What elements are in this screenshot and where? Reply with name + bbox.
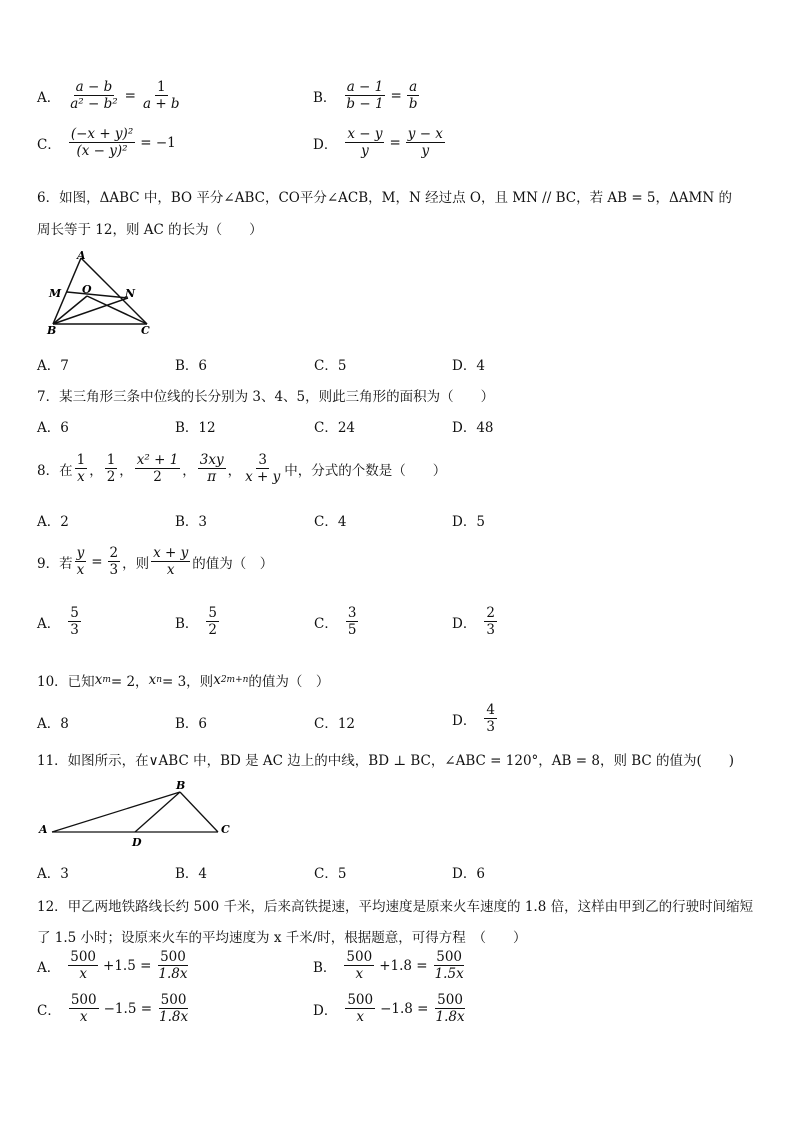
q5-option-b[interactable]: B． $\frac{a - 1}{b - 1}$ = $\frac{a}{b}$ xyxy=(313,79,418,113)
q9-option-b[interactable]: B． $\frac{5}{2}$ xyxy=(175,605,218,639)
q12-option-b[interactable]: B． $\frac{500}{x}$ +1.8 = $\frac{500}{1.5x}$ xyxy=(313,949,464,983)
q10-option-b[interactable]: B．6 xyxy=(175,716,208,732)
q11-option-a[interactable]: A．3 xyxy=(37,866,69,882)
fraction: $\frac{5}{2}$ xyxy=(208,605,218,639)
fraction: $\frac{3}{5}$ xyxy=(347,605,357,639)
fraction: $\frac{\text{x² + 1}}{2}$ xyxy=(136,452,179,486)
fraction: $\frac{y}{x}$ xyxy=(76,545,85,579)
fraction: $\frac{500}{1.8x}$ xyxy=(435,992,465,1026)
q6-option-a[interactable]: A．7 xyxy=(37,358,69,374)
q5-option-d[interactable]: D． $\frac{x - y}{y}$ = $\frac{y - x}{y}$ xyxy=(313,126,443,160)
fraction: $\frac{500}{1.5x}$ xyxy=(434,949,464,983)
fraction: $\frac{a - 1}{b - 1}$ xyxy=(346,79,384,113)
fraction: $\frac{x + y}{x}$ xyxy=(153,545,189,579)
q11-option-d[interactable]: D．6 xyxy=(452,866,485,882)
q7-option-d[interactable]: D．48 xyxy=(452,420,494,436)
question-10: 10．已知 x m = 2， x n = 3，则 x 2m+n 的值为（ ） xyxy=(37,672,330,690)
triangle-figure-q11 xyxy=(36,778,236,848)
q7-option-a[interactable]: A．6 xyxy=(37,420,69,436)
fraction: $\frac{5}{3}$ xyxy=(70,605,79,639)
fraction: $\frac{2}{3}$ xyxy=(109,545,119,579)
fraction: $\frac{500}{x}$ xyxy=(70,992,97,1026)
q8-option-b[interactable]: B．3 xyxy=(175,514,208,530)
vertex-label-c: C xyxy=(221,823,230,836)
q6-option-b[interactable]: B．6 xyxy=(175,358,208,374)
fraction: $\frac{500}{x}$ xyxy=(347,992,374,1026)
question-12-line-2: 了 1.5 小时；设原来火车的平均速度为 x 千米/时，根据题意，可得方程 （ ） xyxy=(37,930,527,946)
vertex-label-c: C xyxy=(141,324,150,335)
q5-option-a[interactable]: A． $\frac{a - b}{\text{a² − b²}}$ = $\frac{1}{a + b}$ xyxy=(37,79,180,113)
vertex-label-d: D xyxy=(132,836,142,848)
q10-option-c[interactable]: C．12 xyxy=(314,716,356,732)
fraction: $\frac{1}{a + b}$ xyxy=(142,79,180,113)
fraction: $\frac{500}{x}$ xyxy=(346,949,373,983)
q6-option-d[interactable]: D．4 xyxy=(452,358,485,374)
fraction: $\frac{1}{2}$ xyxy=(106,452,116,486)
q7-option-c[interactable]: C．24 xyxy=(314,420,356,436)
question-7: 7．某三角形三条中位线的长分别为 3、4、5，则此三角形的面积为（ ） xyxy=(37,389,495,405)
q10-option-d[interactable]: D． $\frac{4}{3}$ xyxy=(452,702,495,736)
fraction: $\frac{500}{1.8x}$ xyxy=(159,992,189,1026)
fraction: $\frac{2}{3}$ xyxy=(486,605,495,639)
question-6-line-2: 周长等于 12，则 AC 的长为（ ） xyxy=(37,222,263,238)
vertex-label-a: A xyxy=(39,823,48,836)
fraction: $\frac{500}{1.8x}$ xyxy=(158,949,188,983)
q5-option-c[interactable]: C． $\frac{\text{(−x + y)²}}{\text{(x − y)²}}$ = −1 xyxy=(37,126,176,160)
vertex-label-o: O xyxy=(82,283,92,296)
fraction: $\frac{x - y}{y}$ xyxy=(347,126,383,160)
fraction: $\frac{\text{(−x + y)²}}{\text{(x − y)²}}$ xyxy=(70,126,134,160)
q8-option-a[interactable]: A．2 xyxy=(37,514,69,530)
question-8: 8．在 $\frac{1}{x}$ ， $\frac{1}{2}$ ， $\frac{\text{x² + 1}}{2}$ ， $\frac{3xy}{\pi}$ ， $\frac{3}{x + y}$ 中，分式的个数是（ ） xyxy=(37,452,447,486)
q9-option-c[interactable]: C． $\frac{3}{5}$ xyxy=(314,605,357,639)
triangle-figure-q6 xyxy=(45,250,160,335)
q12-option-a[interactable]: A． $\frac{500}{x}$ +1.5 = $\frac{500}{1.8x}$ xyxy=(37,949,188,983)
question-11: 11．如图所示，在∨ABC 中，BD 是 AC 边上的中线，BD ⊥ BC，∠ABC = 120°，AB = 8，则 BC 的值为( ) xyxy=(37,753,735,769)
fraction: $\frac{1}{x}$ xyxy=(76,452,86,486)
q12-option-d[interactable]: D． $\frac{500}{x}$ −1.8 = $\frac{500}{1.8x}$ xyxy=(313,992,465,1026)
q11-option-b[interactable]: B．4 xyxy=(175,866,208,882)
q9-option-a[interactable]: A． $\frac{5}{3}$ xyxy=(37,605,79,639)
q11-option-c[interactable]: C．5 xyxy=(314,866,347,882)
vertex-label-n: N xyxy=(125,287,136,300)
fraction: $\frac{a}{b}$ xyxy=(408,79,418,113)
q7-option-b[interactable]: B．12 xyxy=(175,420,216,436)
fraction: $\frac{y - x}{y}$ xyxy=(407,126,443,160)
fraction: $\frac{3xy}{\pi}$ xyxy=(199,452,224,486)
vertex-label-a: A xyxy=(77,250,86,262)
fraction: $\frac{a - b}{\text{a² − b²}}$ xyxy=(70,79,118,113)
vertex-label-b: B xyxy=(47,324,57,335)
q6-option-c[interactable]: C．5 xyxy=(314,358,347,374)
question-9: 9．若 $\frac{y}{x}$ = $\frac{2}{3}$ ，则 $\frac{x + y}{x}$ 的值为（ ） xyxy=(37,545,274,579)
fraction: $\frac{500}{x}$ xyxy=(70,949,97,983)
vertex-label-b: B xyxy=(176,779,186,792)
fraction: $\frac{3}{x + y}$ xyxy=(245,452,281,486)
question-12-line-1: 12．甲乙两地铁路线长约 500 千米，后来高铁提速，平均速度是原来火车速度的 1.8 倍，这样由甲到乙的行驶时间缩短 xyxy=(37,899,754,915)
vertex-label-m: M xyxy=(49,287,62,300)
question-6-line-1: 6．如图，ΔABC 中，BO 平分∠ABC，CO平分∠ACB，M，N 经过点 O，且 MN // BC，若 AB = 5，ΔAMN 的 xyxy=(37,190,732,206)
q8-option-c[interactable]: C．4 xyxy=(314,514,347,530)
q9-option-d[interactable]: D． $\frac{2}{3}$ xyxy=(452,605,495,639)
q10-option-a[interactable]: A．8 xyxy=(37,716,69,732)
q12-option-c[interactable]: C． $\frac{500}{x}$ −1.5 = $\frac{500}{1.8x}$ xyxy=(37,992,189,1026)
q8-option-d[interactable]: D．5 xyxy=(452,514,485,530)
fraction: $\frac{4}{3}$ xyxy=(486,702,495,736)
